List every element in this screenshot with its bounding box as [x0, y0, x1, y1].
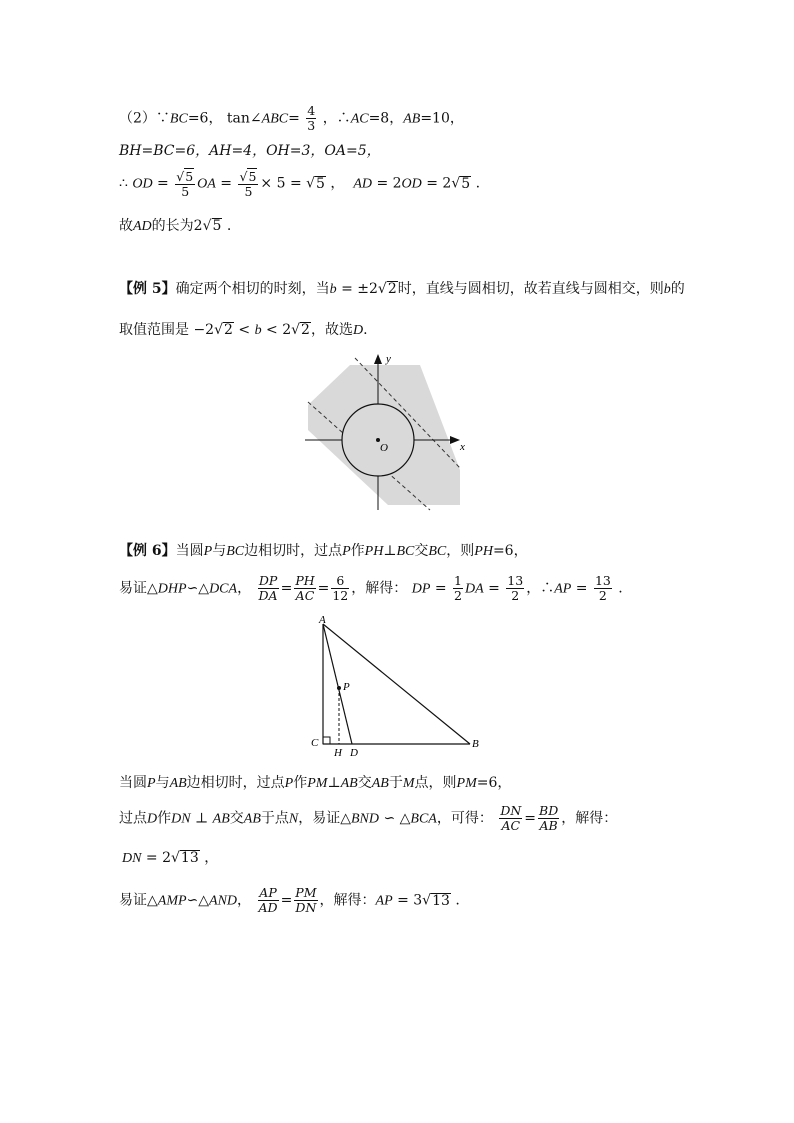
- label-b: B: [472, 738, 479, 750]
- triangle-figure: [305, 612, 490, 760]
- bh-line: BH=BC=6，AH=4，OH=3，OA=5，: [119, 143, 381, 159]
- solution-part2-line: （2）∵BC=6， tan∠ABC= $\frac{4}{3}$ ，∴AC=8，AB=10，: [119, 103, 464, 133]
- circle-band-figure: [300, 350, 470, 515]
- example6-line1: 【例 6】当圆P与BC边相切时，过点P作PH⊥BC交BC，则PH=6，: [119, 543, 528, 559]
- label-c: C: [311, 737, 319, 749]
- label-h: H: [334, 747, 342, 759]
- ad-result-line: 故AD的长为2√5 .: [119, 218, 232, 234]
- fraction-4-3: $\frac{4}{3}$: [307, 103, 316, 133]
- label-d: D: [350, 747, 358, 759]
- example6-line2: 易证△DHP∽△DCA， $\frac{DP}{DA}$ = $\frac{PH}{AC}$ = $\frac{6}{12}$ ，解得： DP = $\frac{1}{2}$ DA = $\frac{13}{2}$ ，∴AP = $\frac{13}{2}$ .: [119, 573, 623, 603]
- example6-tag: 【例 6】: [119, 543, 176, 559]
- ab-tangent-line: 当圆P与AB边相切时，过点P作PM⊥AB交AB于M点，则PM=6，: [119, 775, 512, 791]
- example5-line2: 取值范围是 −2√2 < b < 2√2，故选D.: [119, 322, 368, 338]
- label-p: P: [343, 681, 350, 693]
- right-angle-mark: [323, 737, 330, 744]
- example5-line1: 【例 5】确定两个相切的时刻，当b = ±2√2时，直线与圆相切，故若直线与圆相交，则b的: [119, 281, 685, 297]
- dn-line: 过点D作DN ⊥ AB交AB于点N，易证△BND ∽ △BCA，可得： $\frac{DN}{AC}$ = $\frac{BD}{AB}$ ，解得：: [119, 803, 618, 833]
- dn-value-line: DN = 2√13 ，: [122, 850, 219, 866]
- y-axis-label: y: [386, 353, 391, 365]
- example5-tag: 【例 5】: [119, 281, 176, 297]
- amp-line: 易证△AMP∽△AND， $\frac{AP}{AD}$ = $\frac{PM}{DN}$ ，解得：AP = 3√13 .: [119, 885, 460, 915]
- origin-label: O: [380, 442, 388, 454]
- label-a: A: [319, 614, 326, 626]
- x-axis-label: x: [460, 441, 465, 453]
- od-line: ∴ OD = $\frac{√5}{5}$ OA = $\frac{√5}{5}$ × 5 = √5 ， AD = 2OD = 2√5 .: [119, 169, 481, 199]
